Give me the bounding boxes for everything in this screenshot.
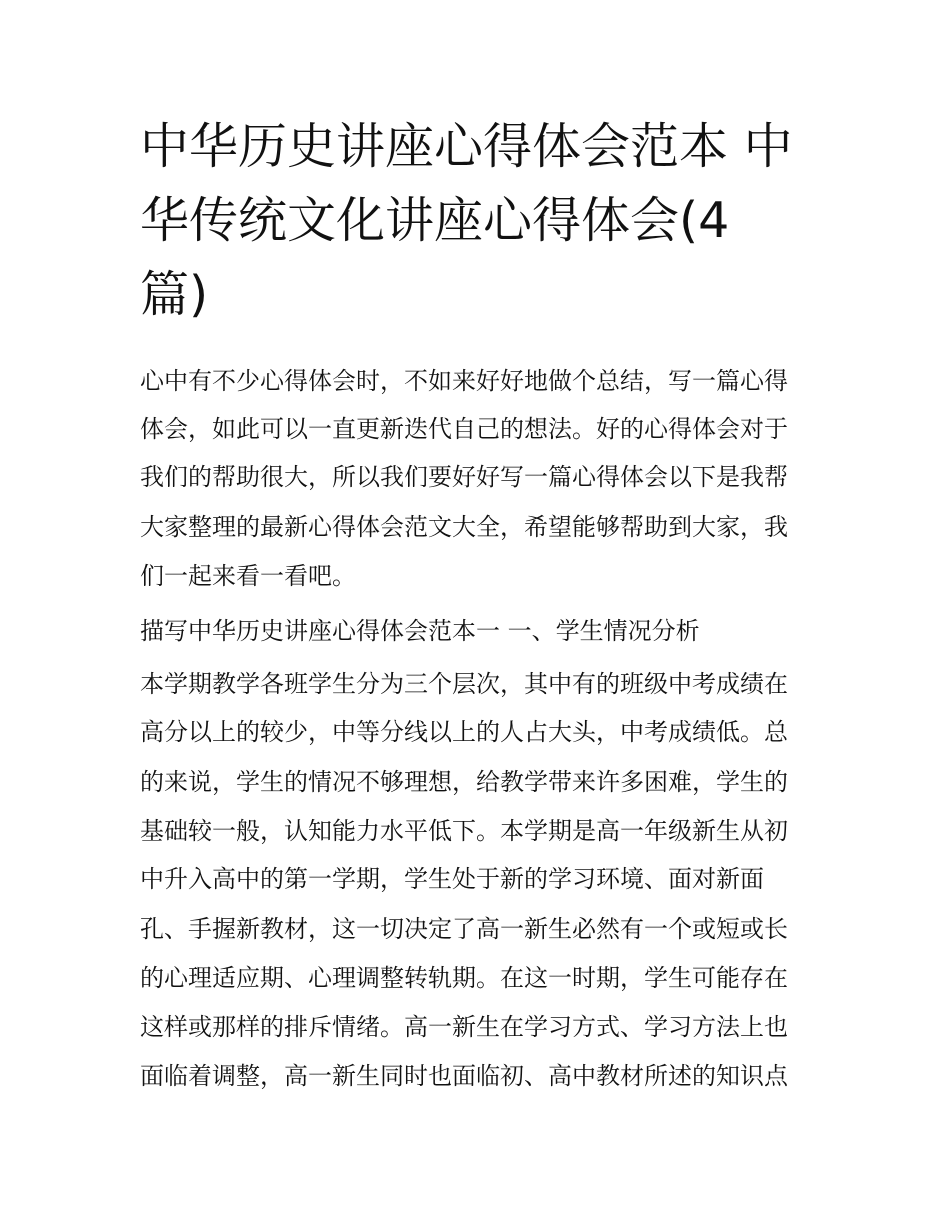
intro-line: 我们的帮助很大，所以我们要好好写一篇心得体会以下是我帮 <box>140 463 788 491</box>
body-line: 这样或那样的排斥情绪。高一新生在学习方式、学习方法上也 <box>140 1013 788 1041</box>
section-heading: 描写中华历史讲座心得体会范本一 一、学生情况分析 <box>140 617 700 645</box>
body-line: 高分以上的较少，中等分线以上的人占大头，中考成绩低。总 <box>140 718 788 746</box>
body-line: 本学期教学各班学生分为三个层次，其中有的班级中考成绩在 <box>140 670 788 698</box>
intro-line: 们一起来看一看吧。 <box>140 562 356 590</box>
title-line: 中华历史讲座心得体会范本 中 <box>140 118 793 175</box>
title-line: 华传统文化讲座心得体会(4 <box>140 192 730 249</box>
intro-line: 心中有不少心得体会时，不如来好好地做个总结，写一篇心得 <box>140 367 788 395</box>
intro-line: 体会，如此可以一直更新迭代自己的想法。好的心得体会对于 <box>140 415 788 443</box>
body-line: 的来说，学生的情况不够理想，给教学带来许多困难，学生的 <box>140 768 788 796</box>
body-line: 中升入高中的第一学期，学生处于新的学习环境、面对新面 <box>140 865 764 893</box>
title-line: 篇) <box>140 266 209 323</box>
body-line: 孔、手握新教材，这一切决定了高一新生必然有一个或短或长 <box>140 915 788 943</box>
body-line: 的心理适应期、心理调整转轨期。在这一时期，学生可能存在 <box>140 964 788 992</box>
body-line: 面临着调整，高一新生同时也面临初、高中教材所述的知识点 <box>140 1062 788 1090</box>
intro-line: 大家整理的最新心得体会范文大全，希望能够帮助到大家，我 <box>140 513 788 541</box>
body-line: 基础较一般，认知能力水平低下。本学期是高一年级新生从初 <box>140 817 788 845</box>
